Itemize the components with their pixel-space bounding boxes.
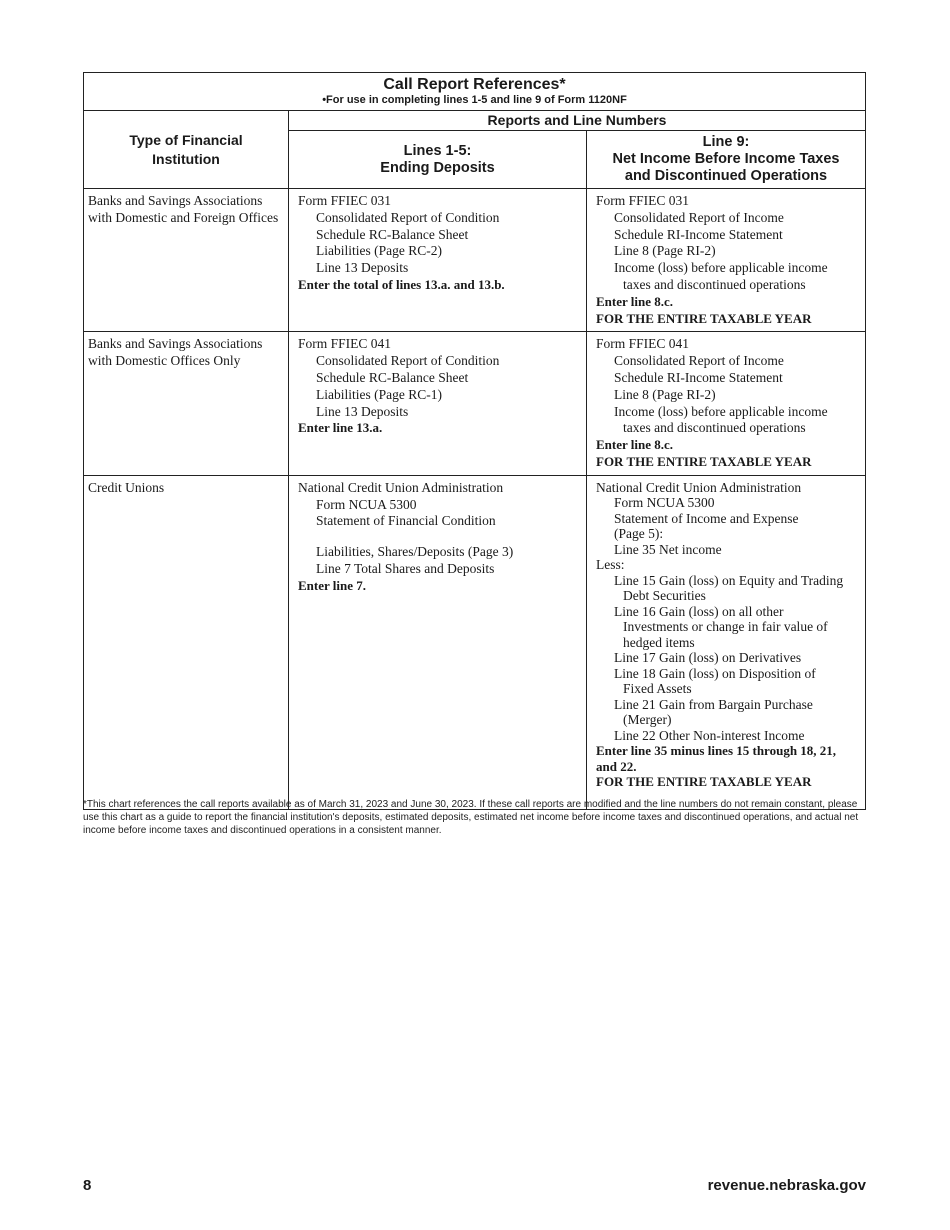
table-row xyxy=(84,332,866,475)
table-row xyxy=(84,189,866,332)
income-line: Form NCUA 5300 xyxy=(614,495,715,511)
header-reports-and-line-numbers: Reports and Line Numbers xyxy=(289,111,866,131)
table-row xyxy=(84,475,866,809)
net-income-cell: Form FFIEC 041 Consolidated Report of Income Schedule RI-Income Statement Line 8 (Page RI-2) Income (loss) before applicable income taxes and discontinued operations Enter line 8.c. FOR THE ENTIRE TAXABLE YEAR xyxy=(587,332,866,475)
header-line-9: Line 9: Net Income Before Income Taxes and Discontinued Operations xyxy=(587,131,866,189)
income-line: Line 22 Other Non-interest Income xyxy=(614,727,805,743)
deposits-cell: National Credit Union Administration Form NCUA 5300 Statement of Financial Condition Liabilities, Shares/Deposits (Page 3) Line 7 Total Shares and Deposits Enter line 7. xyxy=(289,475,587,809)
income-line: Less: xyxy=(596,557,625,573)
income-line: Fixed Assets xyxy=(623,681,692,697)
income-line: Statement of Income and Expense xyxy=(614,510,799,526)
income-line: (Merger) xyxy=(623,712,672,728)
call-report-table xyxy=(83,72,866,810)
income-line: Line 16 Gain (loss) on all other xyxy=(614,603,784,619)
header-type-of-institution: Type of Financial Institution xyxy=(84,111,289,189)
credit-union-income-lines xyxy=(596,495,865,743)
net-income-cell: National Credit Union Administration Form NCUA 5300 Statement of Income and Expense (Page 5): Line 35 Net income Less: Line 15 Gain (loss) on Equity and Trading Debt Securities Line 16 Gain (loss) on all other Investments or change in fair value of hedged items Line 17 Gain (loss) on Derivatives Line 18 Gain (loss) on Disposition of Fixed Assets Line 21 Gain from Bargain Purchase (Merger) Line 22 Other Non-interest Income Enter line 35 minus lines 15 through 18, 21, and 22. FOR THE ENTIRE TAXABLE YEAR xyxy=(587,475,866,809)
income-line: Line 17 Gain (loss) on Derivatives xyxy=(614,650,802,666)
income-line: Line 35 Net income xyxy=(614,541,722,557)
deposits-cell: Form FFIEC 041 Consolidated Report of Condition Schedule RC-Balance Sheet Liabilities (Page RC-1) Line 13 Deposits Enter line 13.a. xyxy=(289,332,587,475)
page-number: 8 xyxy=(83,1177,92,1194)
income-line: (Page 5): xyxy=(614,526,664,542)
table-subtitle: •For use in completing lines 1-5 and line 9 of Form 1120NF xyxy=(322,94,627,106)
income-line: Debt Securities xyxy=(623,588,706,604)
site-url: revenue.nebraska.gov xyxy=(707,1177,866,1194)
institution-type-cell: Banks and Savings Associations with Domestic Offices Only xyxy=(84,332,289,475)
table-title: Call Report References* xyxy=(383,76,566,93)
income-line: Line 15 Gain (loss) on Equity and Trading xyxy=(614,572,844,588)
income-line: Line 18 Gain (loss) on Disposition of xyxy=(614,665,816,681)
spacer xyxy=(298,530,586,544)
income-line: hedged items xyxy=(623,634,695,650)
header-lines-1-5: Lines 1-5: Ending Deposits xyxy=(289,131,587,189)
table-title-cell xyxy=(84,73,866,111)
institution-type-cell: Banks and Savings Associations with Domestic and Foreign Offices xyxy=(84,189,289,332)
footnote: *This chart references the call reports available as of March 31, 2023 and June 30, 2023. If these call reports are modified and the line numbers do not remain constant, please use this chart as a guide to report the financial institution's deposits, estimated deposits, estimated net income before income taxes and discontinued operations, and actual net income before income taxes and discontinued operations in a consistent manner. xyxy=(83,799,859,836)
net-income-cell: Form FFIEC 031 Consolidated Report of Income Schedule RI-Income Statement Line 8 (Page RI-2) Income (loss) before applicable income taxes and discontinued operations Enter line 8.c. FOR THE ENTIRE TAXABLE YEAR xyxy=(587,189,866,332)
income-line: Investments or change in fair value of xyxy=(623,619,828,635)
income-line: Line 21 Gain from Bargain Purchase xyxy=(614,696,813,712)
institution-type-cell: Credit Unions xyxy=(84,475,289,809)
deposits-cell: Form FFIEC 031 Consolidated Report of Condition Schedule RC-Balance Sheet Liabilities (Page RC-2) Line 13 Deposits Enter the total of lines 13.a. and 13.b. xyxy=(289,189,587,332)
